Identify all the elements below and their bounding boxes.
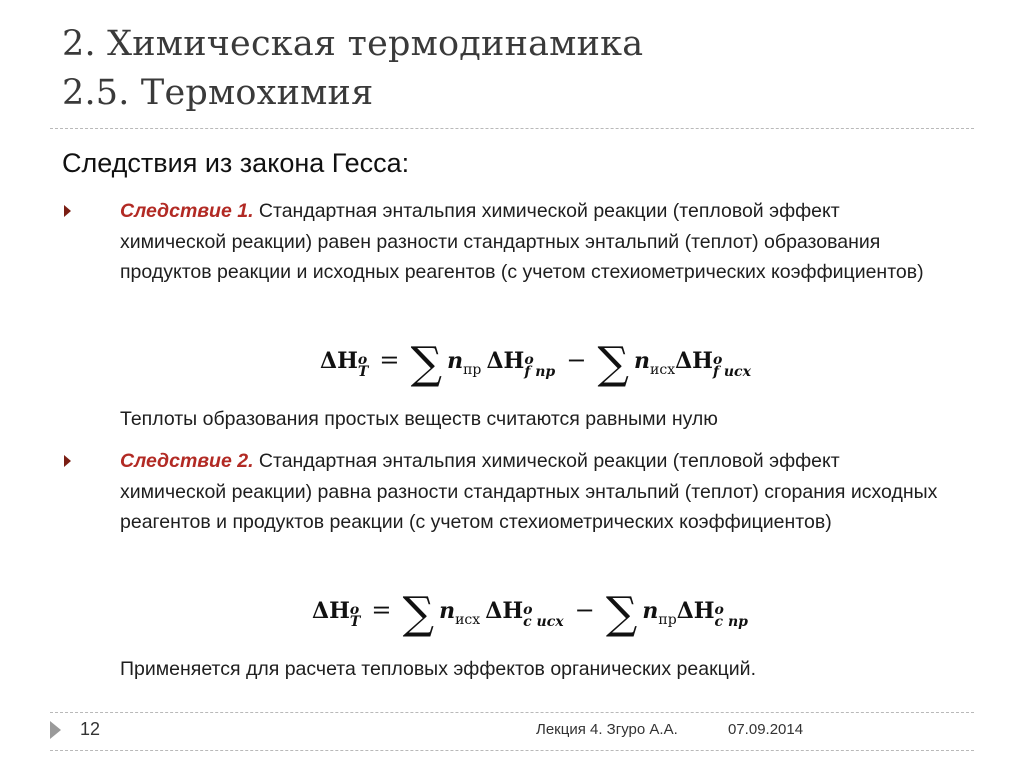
page-number: 12 — [80, 719, 101, 739]
minus-sign: − — [574, 596, 595, 624]
slide-title — [62, 20, 643, 118]
sum-sign: ∑ — [597, 338, 629, 389]
sub-ish: исх — [650, 362, 676, 378]
bullet-arrow-icon — [64, 455, 71, 467]
n-symbol: n — [447, 348, 464, 374]
minus-sign: − — [566, 346, 587, 374]
title-divider — [50, 128, 974, 129]
sub-ish: исх — [455, 612, 481, 628]
delta-h: ΔH — [675, 348, 713, 374]
delta-h: ΔH — [486, 348, 525, 374]
sup-o: o — [714, 602, 724, 618]
sub-f-pr: f пр — [524, 364, 556, 380]
corollary-2-note: Применяется для расчета тепловых эффектов органических реакций. — [120, 658, 756, 680]
sub-pr: пр — [463, 362, 482, 378]
delta-h: ΔH — [320, 348, 358, 374]
delta-h: ΔH — [312, 598, 350, 624]
equals-sign: = — [379, 346, 400, 374]
corollary-2-text: Стандартная энтальпия химической реакции (тепловой эффект химической реакции) равна разности стандартных энтальпий (теплот) сгорания исходных реагентов и продуктов реакции (с учетом стехиометрических коэффициентов) — [120, 450, 938, 533]
corollary-2-label: Следствие 2. — [120, 450, 254, 472]
equals-sign: = — [371, 596, 392, 624]
delta-h: ΔH — [676, 598, 715, 624]
sum-sign: ∑ — [410, 338, 442, 389]
corollary-1-text: Стандартная энтальпия химической реакции (тепловой эффект химической реакции) равен разности стандартных энтальпий (теплот) образования продуктов реакции и исходных реагентов (с учетом стехиометрических коэффициентов) — [120, 200, 924, 283]
sup-o: o — [524, 352, 534, 368]
n-symbol: n — [439, 598, 456, 624]
sub-c-pr: с пр — [714, 614, 748, 630]
sup-o: o — [523, 602, 533, 618]
slide-date: 07.09.2014 — [728, 721, 804, 738]
footer-divider-top — [50, 712, 974, 713]
corollary-1-label: Следствие 1. — [120, 200, 254, 222]
sum-sign: ∑ — [605, 588, 638, 639]
footer-arrow-icon — [50, 721, 61, 739]
title-line-1: 2. Химическая термодинамика — [62, 24, 644, 64]
sum-sign: ∑ — [402, 588, 434, 639]
corollary-2-paragraph — [120, 446, 940, 538]
sub-f-ish: f исх — [712, 364, 751, 380]
n-symbol: n — [634, 348, 651, 374]
title-line-2: 2.5. Термохимия — [62, 73, 374, 113]
sub-pr: пр — [658, 612, 677, 628]
formula-1 — [320, 338, 751, 389]
lecture-author: Лекция 4. Згуро А.А. — [536, 721, 678, 738]
sup-o: o — [357, 352, 368, 368]
sup-o: o — [712, 352, 723, 368]
n-symbol: n — [642, 598, 659, 624]
corollary-1-paragraph — [120, 196, 940, 288]
sub-c-ish: с исх — [523, 614, 564, 630]
corollary-1-note: Теплоты образования простых веществ считаются равными нулю — [120, 408, 718, 430]
subtitle: Следствия из закона Гесса: — [62, 148, 410, 178]
footer-divider-bottom — [50, 750, 974, 751]
formula-2 — [312, 588, 748, 639]
delta-h: ΔH — [485, 598, 524, 624]
sup-o: o — [349, 602, 360, 618]
sub-t: T — [357, 364, 369, 380]
bullet-arrow-icon — [64, 205, 71, 217]
sub-t: T — [349, 614, 361, 630]
